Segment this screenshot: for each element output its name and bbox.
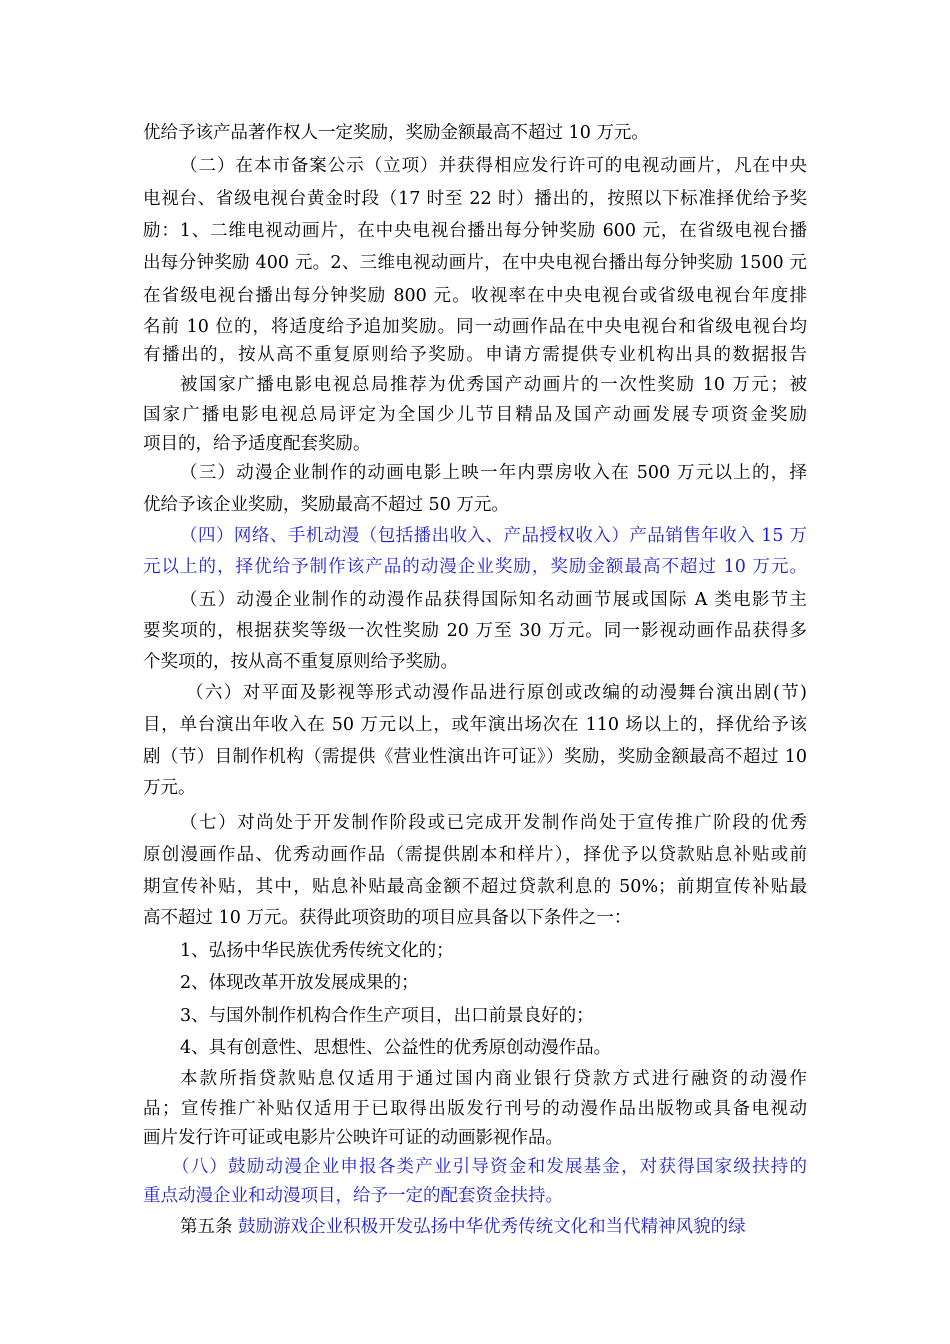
list-item: 2、体现改革开放发展成果的； xyxy=(180,973,419,993)
list-item: 1、弘扬中华民族优秀传统文化的； xyxy=(180,941,454,961)
paragraph-line: 原创漫画作品、优秀动画作品（需提供剧本和样片），择优予以贷款贴息补贴或前 xyxy=(143,845,807,865)
paragraph-line: 本款所指贷款贴息仅适用于通过国内商业银行贷款方式进行融资的动漫作 xyxy=(180,1069,807,1089)
paragraph-line: （二）在本市备案公示（立项）并获得相应发行许可的电视动画片，凡在中央 xyxy=(180,156,807,176)
paragraph-line: （三）动漫企业制作的动画电影上映一年内票房收入在 500 万元以上的，择 xyxy=(180,463,807,483)
paragraph-line: 期宣传补贴，其中，贴息补贴最高金额不超过贷款利息的 50%；前期宣传补贴最 xyxy=(143,877,807,897)
paragraph-line: （七）对尚处于开发制作阶段或已完成开发制作尚处于宣传推广阶段的优秀 xyxy=(180,813,807,833)
paragraph-line: 名前 10 位的，将适度给予追加奖励。同一动画作品在中央电视台和省级电视台均 xyxy=(143,317,807,337)
highlighted-line: （八）鼓励动漫企业申报各类产业引导资金和发展基金，对获得国家级扶持的 xyxy=(172,1157,807,1177)
paragraph-line: 要奖项的，根据获奖等级一次性奖励 20 万至 30 万元。同一影视动画作品获得多 xyxy=(143,621,807,641)
article-text: 鼓励游戏企业积极开发弘扬中华优秀传统文化和当代精神风貌的绿 xyxy=(238,1217,746,1237)
list-item: 3、与国外制作机构合作生产项目，出口前景良好的； xyxy=(180,1006,594,1026)
highlighted-line: 重点动漫企业和动漫项目，给予一定的配套资金扶持。 xyxy=(143,1186,563,1206)
highlighted-line: 元以上的，择优给予制作该产品的动漫企业奖励，奖励金额最高不超过 10 万元。 xyxy=(143,557,807,577)
article-heading-line xyxy=(180,1213,807,1241)
paragraph-line: （六）对平面及影视等形式动漫作品进行原创或改编的动漫舞台演出剧(节) xyxy=(186,683,807,703)
paragraph-line: 被国家广播电影电视总局推荐为优秀国产动画片的一次性奖励 10 万元；被 xyxy=(180,375,807,395)
paragraph-line: 有播出的，按从高不重复原则给予奖励。申请方需提供专业机构出具的数据报告 xyxy=(143,345,807,365)
paragraph-line: 国家广播电影电视总局评定为全国少儿节目精品及国产动画发展专项资金奖励 xyxy=(143,405,807,425)
paragraph-line: 优给予该产品著作权人一定奖励，奖励金额最高不超过 10 万元。 xyxy=(143,123,649,143)
paragraph-line: （五）动漫企业制作的动漫作品获得国际知名动画节展或国际 A 类电影节主 xyxy=(180,590,807,610)
paragraph-line: 画片发行许可证或电影片公映许可证的动画影视作品。 xyxy=(143,1128,563,1148)
paragraph-line: 在省级电视台播出每分钟奖励 800 元。收视率在中央电视台或省级电视台年度排 xyxy=(143,286,807,306)
article-number: 第五条 xyxy=(180,1217,239,1237)
paragraph-line: 电视台、省级电视台黄金时段（17 时至 22 时）播出的，按照以下标准择优给予奖 xyxy=(143,189,807,209)
paragraph-line: 优给予该企业奖励，奖励最高不超过 50 万元。 xyxy=(143,495,509,515)
paragraph-line: 剧（节）目制作机构（需提供《营业性演出许可证》）奖励，奖励金额最高不超过 10 xyxy=(143,747,807,767)
paragraph-line: 品；宣传推广补贴仅适用于已取得出版发行刊号的动漫作品出版物或具备电视动 xyxy=(143,1099,807,1119)
paragraph-line: 项目的，给予适度配套奖励。 xyxy=(143,434,371,454)
paragraph-line: 高不超过 10 万元。获得此项资助的项目应具备以下条件之一： xyxy=(143,908,632,928)
paragraph-line: 励：1、二维电视动画片，在中央电视台播出每分钟奖励 600 元，在省级电视台播 xyxy=(143,221,807,241)
paragraph-line: 出每分钟奖励 400 元。2、三维电视动画片，在中央电视台播出每分钟奖励 1500 元 xyxy=(143,253,807,273)
highlighted-line: （四）网络、手机动漫（包括播出收入、产品授权收入）产品销售年收入 15 万 xyxy=(180,526,807,546)
paragraph-line: 万元。 xyxy=(143,778,196,798)
list-item: 4、具有创意性、思想性、公益性的优秀原创动漫作品。 xyxy=(180,1038,612,1058)
paragraph-line: 个奖项的，按从高不重复原则给予奖励。 xyxy=(143,652,458,672)
paragraph-line: 目，单台演出年收入在 50 万元以上，或年演出场次在 110 场以上的，择优给予该 xyxy=(143,715,807,735)
